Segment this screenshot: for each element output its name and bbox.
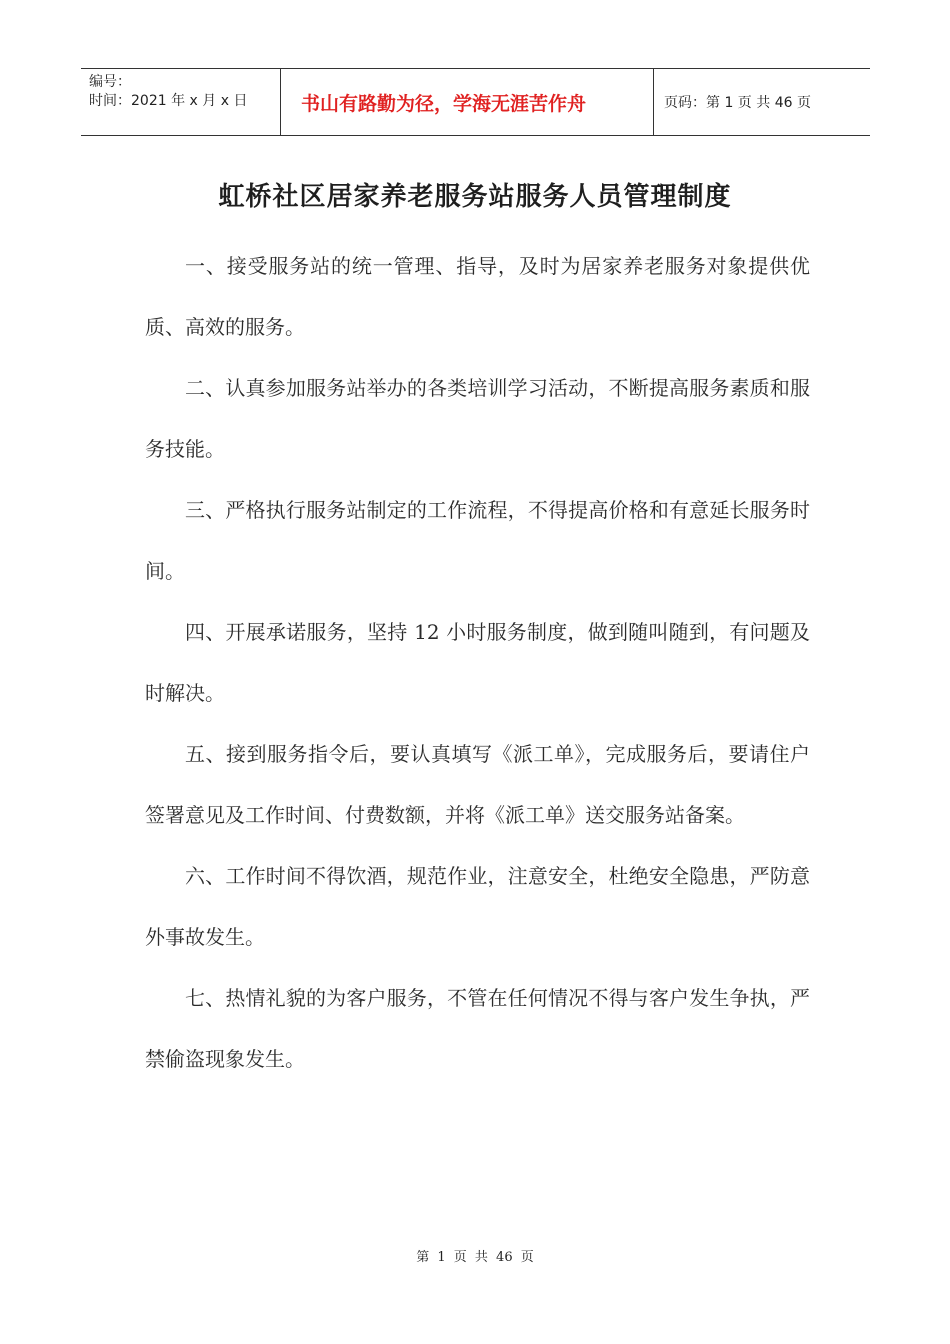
paragraph-7: 七、热情礼貌的为客户服务，不管在任何情况不得与客户发生争执，严禁偷盗现象发生。 bbox=[145, 986, 810, 1071]
header-meta-cell bbox=[81, 69, 281, 135]
document-number-label: 编号： bbox=[89, 74, 131, 90]
paragraph-1: 一、接受服务站的统一管理、指导，及时为居家养老服务对象提供优质、高效的服务。 bbox=[145, 254, 810, 339]
header-page-info: 页码：第 1 页 共 46 页 bbox=[664, 95, 811, 111]
document-title: 虹桥社区居家养老服务站服务人员管理制度 bbox=[218, 182, 732, 212]
document-body bbox=[145, 236, 810, 1090]
document-header bbox=[81, 68, 870, 136]
header-motto-cell bbox=[281, 69, 654, 135]
paragraph-5: 五、接到服务指令后，要认真填写《派工单》，完成服务后，要请住户签署意见及工作时间、付费数额，并将《派工单》送交服务站备案。 bbox=[145, 742, 810, 827]
paragraph-2: 二、认真参加服务站举办的各类培训学习活动，不断提高服务素质和服务技能。 bbox=[145, 376, 810, 461]
paragraph-3: 三、严格执行服务站制定的工作流程，不得提高价格和有意延长服务时间。 bbox=[145, 498, 810, 583]
paragraph-6: 六、工作时间不得饮酒，规范作业，注意安全，杜绝安全隐患，严防意外事故发生。 bbox=[145, 864, 810, 949]
page-footer: 第 1 页 共 46 页 bbox=[416, 1250, 534, 1265]
header-motto: 书山有路勤为径，学海无涯苦作舟 bbox=[301, 92, 587, 115]
document-date: 时间：2021 年 x 月 x 日 bbox=[89, 93, 248, 109]
paragraph-4: 四、开展承诺服务，坚持 12 小时服务制度，做到随叫随到，有问题及时解决。 bbox=[145, 620, 810, 705]
header-page-cell bbox=[654, 69, 870, 135]
